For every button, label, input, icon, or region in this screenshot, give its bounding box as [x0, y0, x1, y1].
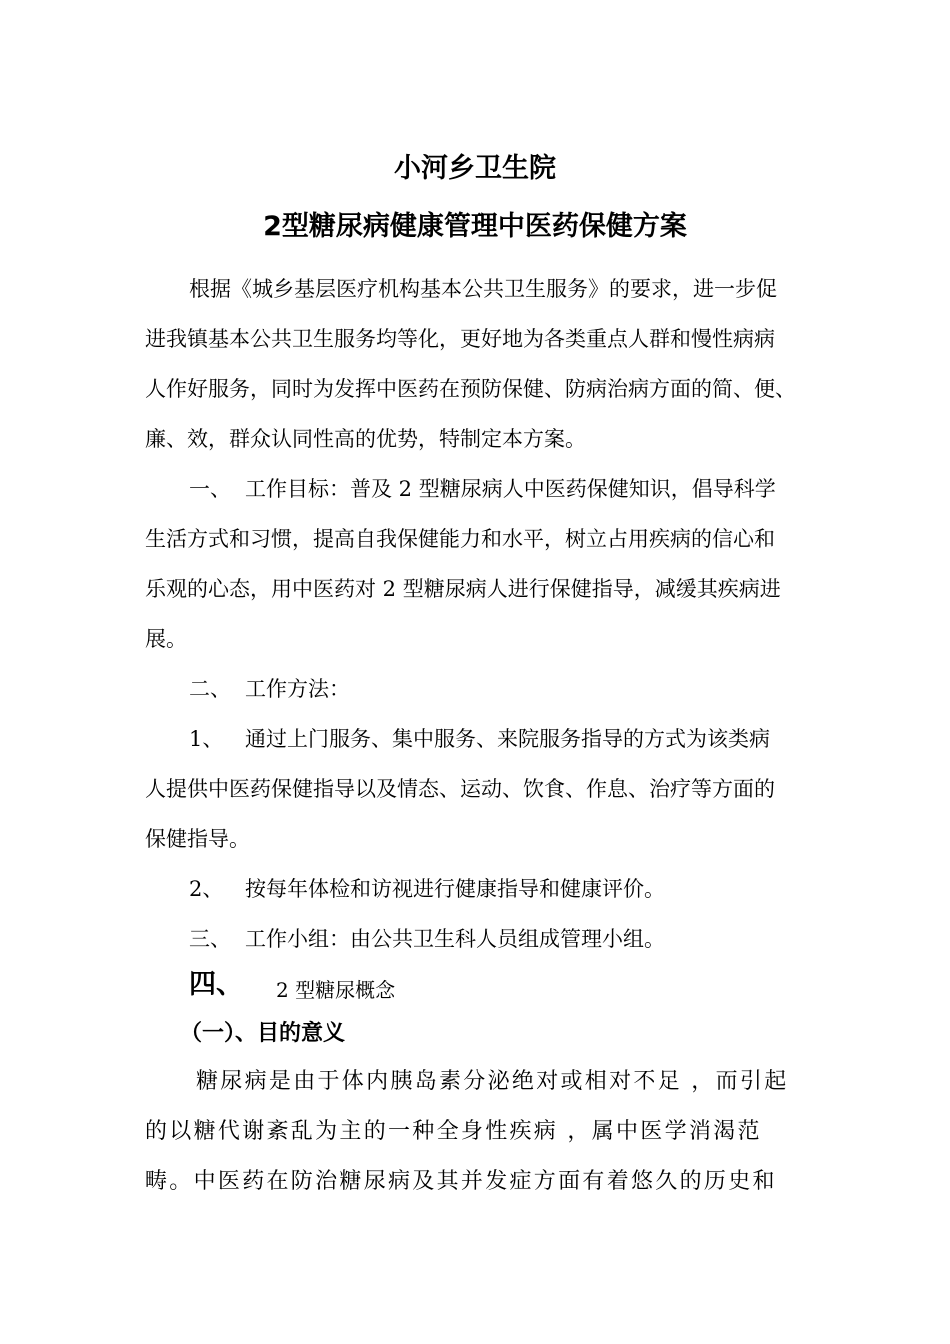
section-1-line-2: 生活方式和习惯，提高自我保健能力和水平，树立占用疾病的信心和 [145, 527, 775, 551]
section-4-text: 2 型糖尿概念 [276, 978, 396, 1002]
document-title: 2型糖尿病健康管理中医药保健方案 [263, 211, 687, 242]
item-2-line [189, 874, 665, 904]
section-2-text: 工作方法： [245, 677, 350, 701]
intro-line-1: 根据《城乡基层医疗机构基本公共卫生服务》的要求，进一步促 [189, 277, 777, 301]
item-1-text: 通过上门服务、集中服务、来院服务指导的方式为该类病 [245, 727, 770, 751]
section-1-line-4: 展。 [145, 627, 187, 651]
section-3-text: 工作小组：由公共卫生科人员组成管理小组。 [245, 927, 665, 951]
section-3-marker: 三、 [189, 927, 231, 951]
item-1-line-1 [189, 724, 770, 754]
item-1-marker: 1、 [189, 727, 224, 751]
item-1-line-2: 人提供中医药保健指导以及情态、运动、饮食、作息、治疗等方面的 [145, 777, 775, 801]
org-title: 小河乡卫生院 [394, 153, 556, 184]
section-1-line-3: 乐观的心态，用中医药对 2 型糖尿病人进行保健指导，减缓其疾病进 [145, 577, 781, 601]
section-2-heading [189, 674, 350, 704]
intro-line-2: 进我镇基本公共卫生服务均等化，更好地为各类重点人群和慢性病病 [145, 327, 775, 351]
section-1-text: 工作目标：普及 2 型糖尿病人中医药保健知识，倡导科学 [245, 477, 776, 501]
item-2-text: 按每年体检和访视进行健康指导和健康评价。 [245, 877, 665, 901]
intro-line-4: 廉、效，群众认同性高的优势，特制定本方案。 [145, 427, 586, 451]
subsection-line-2: 的以糖代谢紊乱为主的一种全身性疾病 ，属中医学消渴范 [145, 1119, 762, 1144]
section-1-marker: 一、 [189, 477, 231, 501]
subsection-heading: （一）、目的意义 [180, 1021, 346, 1046]
section-4-marker: 四、 [189, 969, 243, 1000]
item-2-marker: 2、 [189, 877, 224, 901]
section-3-line [189, 924, 665, 954]
section-1-line-1 [189, 474, 776, 504]
section-2-marker: 二、 [189, 677, 231, 701]
item-1-line-3: 保健指导。 [145, 827, 250, 851]
subsection-line-3: 畴。中医药在防治糖尿病及其并发症方面有着悠久的历史和 [145, 1169, 777, 1194]
intro-line-3: 人作好服务，同时为发挥中医药在预防保健、防病治病方面的简、便、 [145, 377, 796, 401]
subsection-line-1: 糖尿病是由于体内胰岛素分泌绝对或相对不足 ，而引起 [196, 1069, 789, 1094]
